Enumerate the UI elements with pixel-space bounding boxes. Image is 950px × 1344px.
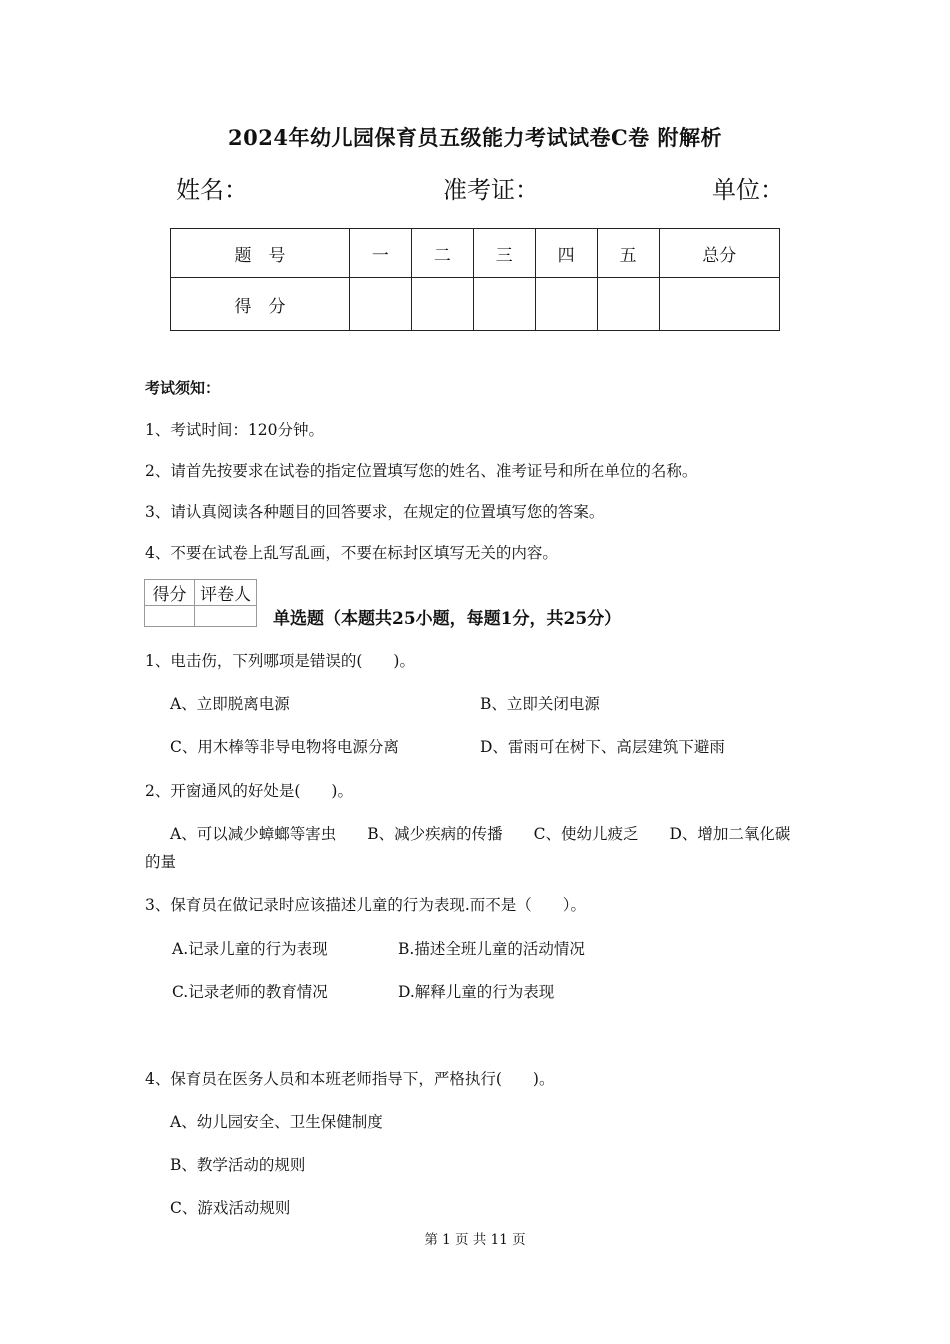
options-line-wrap: 的量 (145, 853, 177, 871)
score-cell (473, 278, 535, 331)
score-table-header-cell: 总分 (659, 229, 779, 278)
score-table (170, 228, 780, 331)
exam-id-field-label: 准考证： (443, 176, 539, 204)
score-table-header-cell: 五 (597, 229, 659, 278)
page-footer: 第 1 页 共 11 页 (424, 1232, 526, 1248)
option-c: C、游戏活动规则 (170, 1199, 291, 1217)
option-c: C、用木棒等非导电物将电源分离 (170, 738, 399, 756)
question-stem: 1、电击伤，下列哪项是错误的( )。 (145, 652, 415, 670)
option-a: A、幼儿园安全、卫生保健制度 (170, 1113, 383, 1131)
question-stem: 3、保育员在做记录时应该描述儿童的行为表现.而不是（ ）。 (145, 896, 587, 914)
score-cell (597, 278, 659, 331)
grader-box (144, 579, 257, 627)
section-title: 单选题（本题共25小题，每题1分，共25分） (273, 609, 622, 629)
exam-title: 2024年幼儿园保育员五级能力考试试卷C卷 附解析 (228, 125, 722, 150)
score-cell (349, 278, 411, 331)
option-b: B、立即关闭电源 (480, 695, 600, 713)
score-cell (659, 278, 779, 331)
option-b: B、教学活动的规则 (170, 1156, 306, 1174)
grader-box-grader-label: 评卷人 (195, 580, 257, 606)
score-row-label: 得 分 (171, 278, 350, 331)
option-b: B.描述全班儿童的活动情况 (398, 940, 585, 958)
name-field-label: 姓名： (176, 176, 248, 204)
score-cell (411, 278, 473, 331)
question-stem: 4、保育员在医务人员和本班老师指导下，严格执行( )。 (145, 1070, 555, 1088)
options-line: A、可以减少蟑螂等害虫 B、减少疾病的传播 C、使幼儿疲乏 D、增加二氧化碳 (170, 825, 791, 843)
score-cell (535, 278, 597, 331)
option-a: A.记录儿童的行为表现 (172, 940, 328, 958)
score-table-header-cell: 三 (473, 229, 535, 278)
score-table-header-cell: 一 (349, 229, 411, 278)
option-c: C.记录老师的教育情况 (172, 983, 328, 1001)
note-item: 3、请认真阅读各种题目的回答要求，在规定的位置填写您的答案。 (145, 503, 605, 521)
option-d: D.解释儿童的行为表现 (398, 983, 555, 1001)
score-table-header-cell: 四 (535, 229, 597, 278)
option-a: A、立即脱离电源 (170, 695, 290, 713)
grader-box-score-label: 得分 (145, 580, 195, 606)
note-item: 4、不要在试卷上乱写乱画，不要在标封区填写无关的内容。 (145, 544, 558, 562)
note-item: 2、请首先按要求在试卷的指定位置填写您的姓名、准考证号和所在单位的名称。 (145, 462, 698, 480)
option-d: D、雷雨可在树下、高层建筑下避雨 (480, 738, 725, 756)
grader-box-score-cell (145, 606, 195, 627)
note-item: 1、考试时间：120分钟。 (145, 421, 324, 439)
notes-heading: 考试须知： (145, 379, 221, 397)
score-table-header-row (171, 229, 780, 278)
score-table-header-cell: 题 号 (171, 229, 350, 278)
grader-box-grader-cell (195, 606, 257, 627)
unit-field-label: 单位： (712, 176, 784, 204)
question-stem: 2、开窗通风的好处是( )。 (145, 782, 353, 800)
score-table-header-cell: 二 (411, 229, 473, 278)
score-table-score-row (171, 278, 780, 331)
